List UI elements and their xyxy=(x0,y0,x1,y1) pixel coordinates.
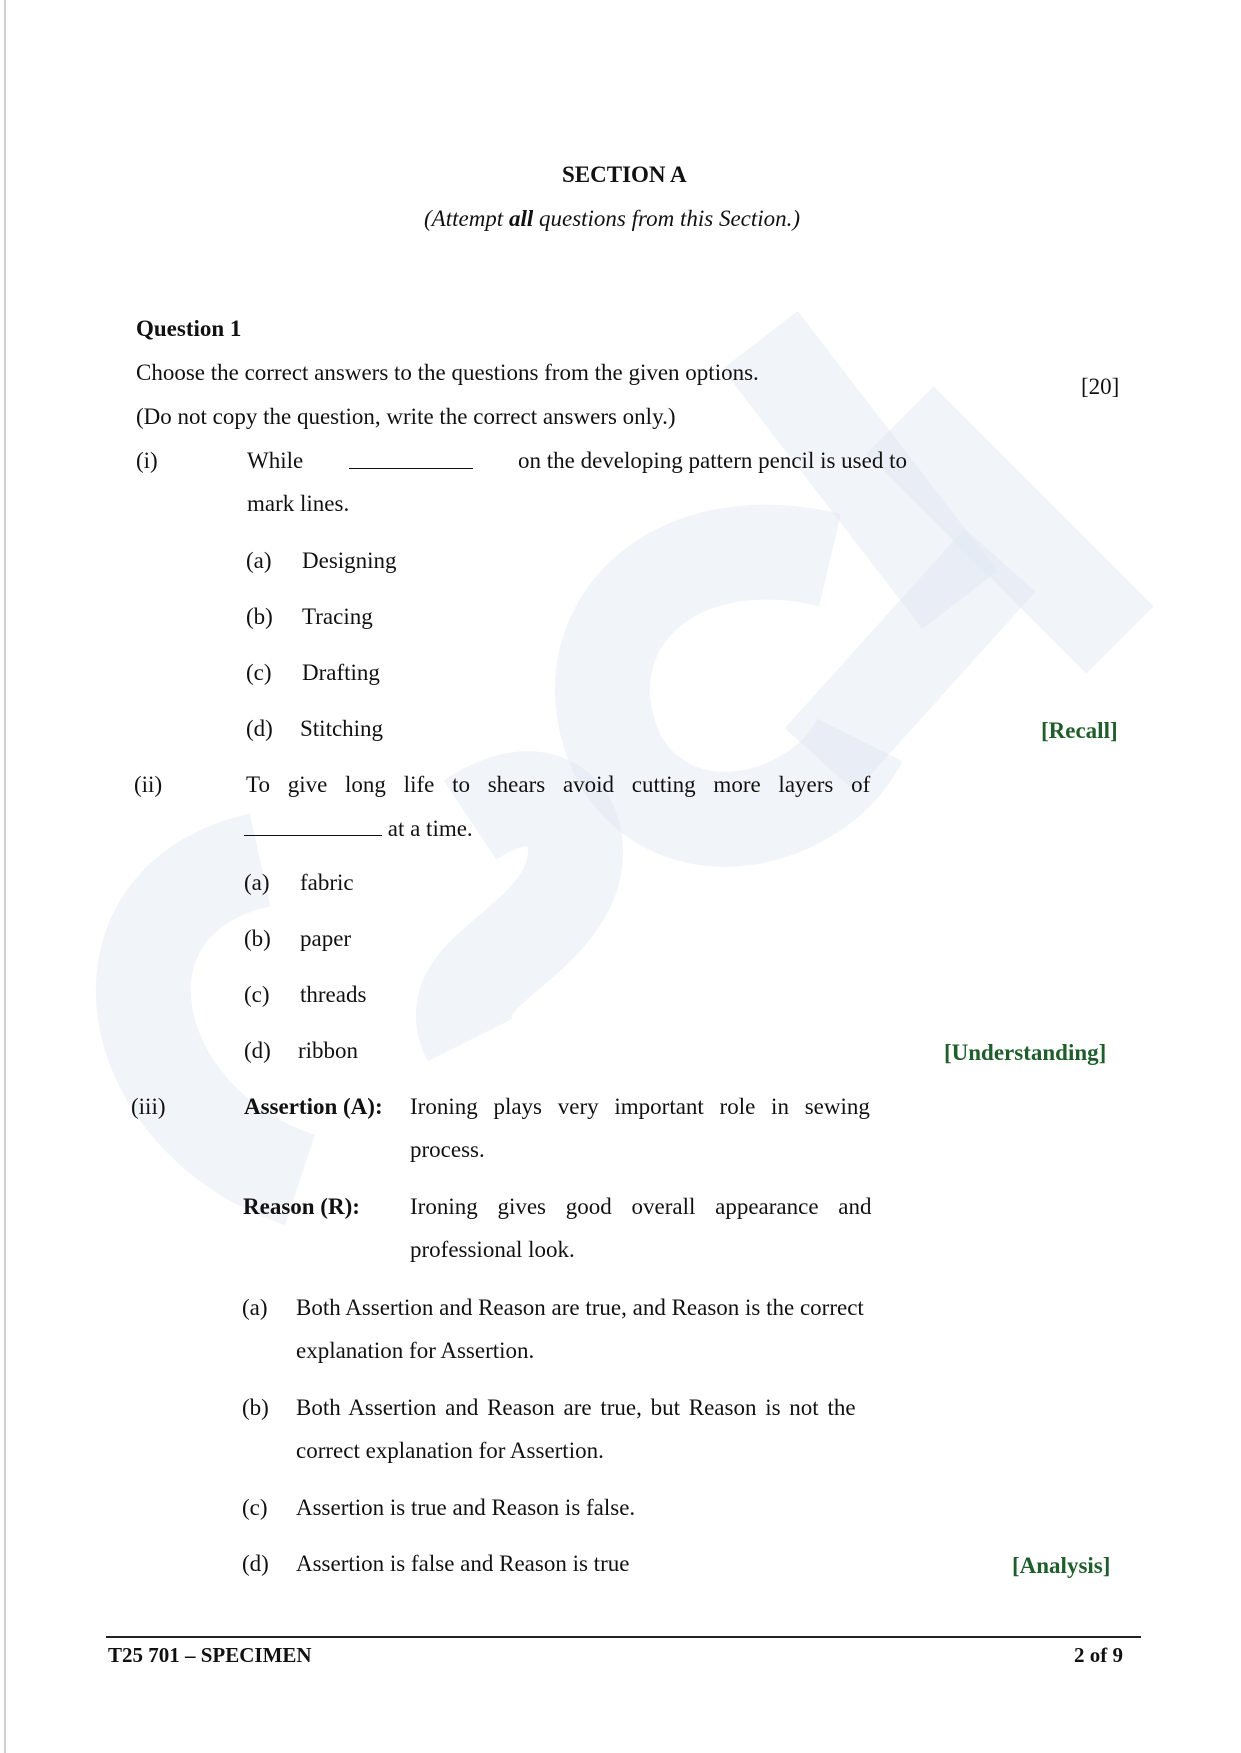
q1-option-d-label: (d) xyxy=(246,716,273,741)
q3-reason-line-2: professional look. xyxy=(410,1237,575,1262)
q3-assertion-label: Assertion (A): xyxy=(244,1094,383,1119)
q3-option-c-text: Assertion is true and Reason is false. xyxy=(296,1495,636,1520)
q2-option-b-label: (b) xyxy=(244,926,271,951)
q2-option-c-text: threads xyxy=(300,982,367,1007)
q3-reason-label: Reason (R): xyxy=(243,1194,360,1219)
q2-option-b-text: paper xyxy=(300,926,352,951)
q3-option-d-text: Assertion is false and Reason is true xyxy=(296,1551,630,1576)
q1-option-a-label: (a) xyxy=(246,548,272,573)
q3-option-b-line-1: Both Assertion and Reason are true, but Reason is not the xyxy=(296,1395,856,1420)
q3-option-c-label: (c) xyxy=(242,1495,268,1520)
q2-option-a-text: fabric xyxy=(300,870,354,895)
q2-line-2-text: at a time. xyxy=(387,816,473,841)
footer-page: 2 of 9 xyxy=(1074,1643,1123,1667)
q2-option-a-label: (a) xyxy=(244,870,270,895)
q2-number: (ii) xyxy=(134,772,163,797)
q3-assertion-line-1: Ironing plays very important role in sewing xyxy=(410,1094,870,1119)
q1-line-2: mark lines. xyxy=(247,491,350,516)
q3-reason-line-1: Ironing gives good overall appearance and xyxy=(410,1194,872,1219)
q2-option-d-text: ribbon xyxy=(298,1038,359,1063)
q1-word-while: While xyxy=(247,448,304,473)
q1-number: (i) xyxy=(136,448,158,473)
instruction-pre: (Attempt xyxy=(424,206,509,231)
q3-option-a-line-1: Both Assertion and Reason are true, and Reason is the correct xyxy=(296,1295,864,1320)
q2-line-1 xyxy=(246,772,907,798)
q1-line-1 xyxy=(247,448,907,474)
q2-option-d-label: (d) xyxy=(244,1038,271,1063)
q3-option-b-line-2: correct explanation for Assertion. xyxy=(296,1438,604,1463)
q1-option-c-text: Drafting xyxy=(302,660,380,685)
question-instruction-2: (Do not copy the question, write the correct answers only.) xyxy=(136,404,676,429)
q2-tag: [Understanding] xyxy=(944,1040,1107,1065)
q2-option-c-label: (c) xyxy=(244,982,270,1007)
section-instruction xyxy=(424,206,800,232)
q3-option-b-label: (b) xyxy=(242,1395,269,1420)
question-instruction-1: Choose the correct answers to the questions from the given options. xyxy=(136,360,759,385)
q3-tag: [Analysis] xyxy=(1012,1553,1111,1578)
question-title: Question 1 xyxy=(136,316,242,341)
page-edge xyxy=(4,0,6,1753)
q1-option-b-label: (b) xyxy=(246,604,273,629)
q3-number: (iii) xyxy=(131,1094,166,1119)
q1-option-b-text: Tracing xyxy=(302,604,373,629)
q3-option-d-label: (d) xyxy=(242,1551,269,1576)
instruction-post: questions from this Section.) xyxy=(533,206,801,231)
q1-line-1-rest: on the developing pattern pencil is used to xyxy=(517,448,907,473)
q1-option-d-text: Stitching xyxy=(300,716,384,741)
instruction-bold: all xyxy=(508,206,534,231)
q2-blank xyxy=(244,815,382,836)
q3-option-a-line-2: explanation for Assertion. xyxy=(296,1338,535,1363)
q3-assertion-line-2: process. xyxy=(410,1137,485,1162)
q2-line-1-text: To give long life to shears avoid cutting more layers of xyxy=(246,772,871,797)
q1-tag: [Recall] xyxy=(1041,718,1118,743)
q3-option-a-label: (a) xyxy=(242,1295,268,1320)
q1-option-c-label: (c) xyxy=(246,660,272,685)
q1-option-a-text: Designing xyxy=(302,548,397,573)
q1-blank xyxy=(349,448,473,469)
question-marks: [20] xyxy=(1081,374,1120,399)
footer-code: T25 701 – SPECIMEN xyxy=(108,1643,312,1667)
q2-line-2 xyxy=(244,815,473,842)
section-title: SECTION A xyxy=(562,162,687,187)
footer-rule xyxy=(106,1636,1141,1638)
